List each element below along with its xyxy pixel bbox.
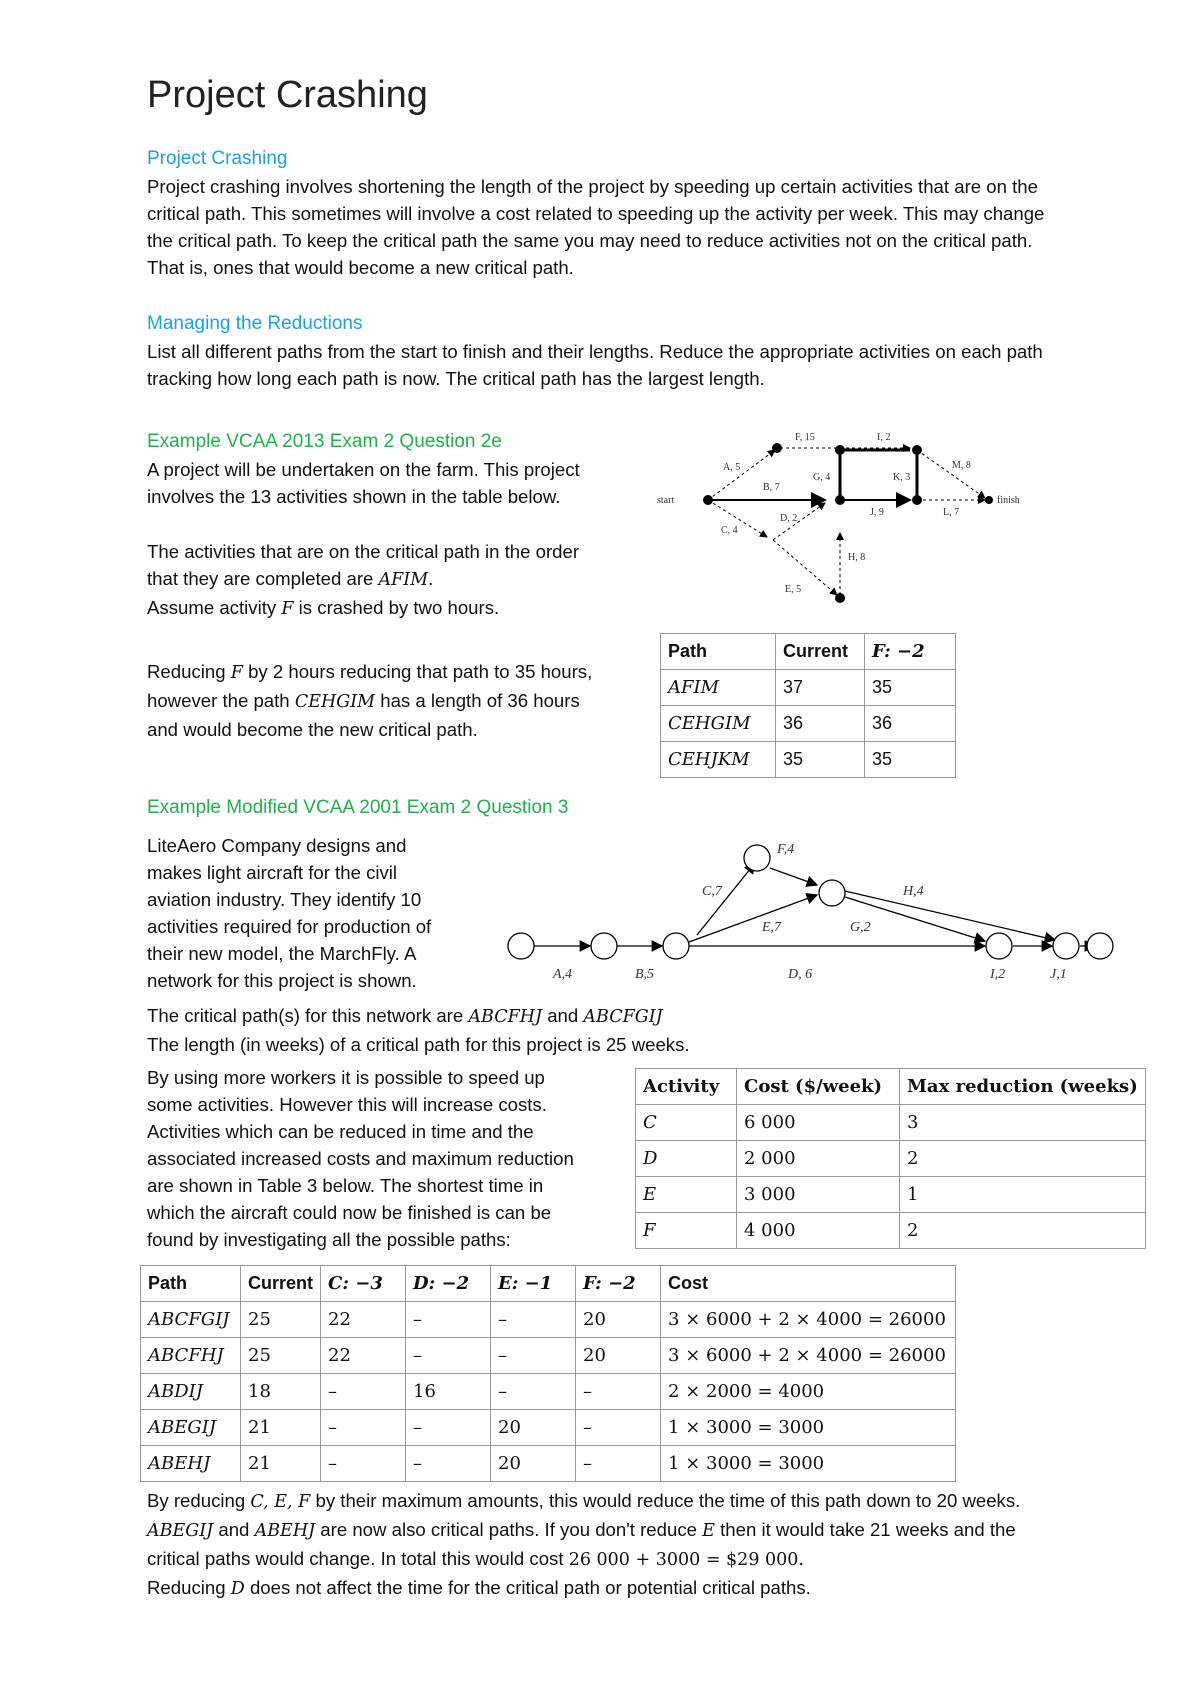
text-line: which the aircraft could now be finished is can be: [147, 1202, 552, 1223]
table-cell: 3 × 6000 + 2 × 4000 = 26000: [661, 1338, 956, 1374]
example2-path-table: [140, 1265, 956, 1482]
table-header-cell: Max reduction (weeks): [900, 1069, 1146, 1105]
example2-heading: Example Modified VCAA 2001 Exam 2 Question 3: [147, 797, 569, 818]
table-cell: ABCFGIJ: [141, 1302, 241, 1338]
table-cell: 4 000: [737, 1213, 900, 1249]
text-line: tracking how long each path is now. The critical path has the largest length.: [147, 368, 765, 389]
table-cell: ABEGIJ: [141, 1410, 241, 1446]
table-cell: 6 000: [737, 1105, 900, 1141]
table-cell: 25: [241, 1338, 321, 1374]
table-cell: –: [321, 1374, 406, 1410]
table-cell: 1 × 3000 = 3000: [661, 1446, 956, 1482]
table-header-row: [661, 634, 956, 670]
section-heading-project-crashing: Project Crashing: [147, 148, 288, 169]
table-cell: 21: [241, 1446, 321, 1482]
example2-network-diagram: [505, 835, 1115, 985]
edge-label: C, 4: [721, 525, 738, 536]
text-line: their new model, the MarchFly. A: [147, 943, 417, 964]
table-row: [636, 1213, 1146, 1249]
table-cell: 2: [900, 1141, 1146, 1177]
edge-label: B, 7: [763, 482, 780, 493]
edge-e: [689, 895, 817, 942]
edge-label: H, 8: [848, 552, 866, 563]
table-cell: AFIM: [661, 670, 776, 706]
table-cell: –: [491, 1338, 576, 1374]
text-line: Project crashing involves shortening the length of the project by speeding up certain activities that are on the: [147, 176, 1038, 197]
text-line: List all different paths from the start to finish and their lengths. Reduce the appropriate activities on each path: [147, 341, 1043, 362]
table-cell: –: [321, 1446, 406, 1482]
example1-reduction-text: [147, 658, 647, 743]
edge-label: K, 3: [893, 472, 911, 483]
node: [1087, 933, 1113, 959]
node: [772, 443, 782, 453]
text-line: are shown in Table 3 below. The shortest time in: [147, 1175, 544, 1196]
text-line: Reducing F by 2 hours reducing that path to 35 hours,: [147, 661, 593, 683]
table-cell: –: [576, 1374, 661, 1410]
text-line: The length (in weeks) of a critical path for this project is 25 weeks.: [147, 1034, 690, 1055]
table-cell: –: [576, 1410, 661, 1446]
text-line: network for this project is shown.: [147, 970, 417, 991]
table-cell: 3 × 6000 + 2 × 4000 = 26000: [661, 1302, 956, 1338]
table-row: [636, 1141, 1146, 1177]
example1-path-table: [660, 633, 956, 778]
table-row: [141, 1302, 956, 1338]
example2-intro: [147, 832, 487, 994]
edge-label: E,7: [762, 920, 782, 935]
table-header-cell: Activity: [636, 1069, 737, 1105]
edge-label: A, 5: [723, 462, 741, 473]
text-line: The activities that are on the critical path in the order: [147, 541, 580, 562]
table-cell: C: [636, 1105, 737, 1141]
text-line: That is, ones that would become a new critical path.: [147, 257, 574, 278]
table-header-cell: E: −1: [491, 1266, 576, 1302]
node: [663, 933, 689, 959]
table-cell: –: [406, 1302, 491, 1338]
edge-label: G, 4: [813, 472, 831, 483]
table-cell: 16: [406, 1374, 491, 1410]
edge-label: I, 2: [877, 432, 891, 443]
text-line: Assume activity F is crashed by two hours.: [147, 597, 500, 619]
edge-label: D, 2: [780, 513, 798, 524]
table-cell: 2: [900, 1213, 1146, 1249]
table-cell: 18: [241, 1374, 321, 1410]
node: [912, 495, 922, 505]
section1-paragraph: [147, 173, 1147, 281]
edge-m: [917, 450, 985, 498]
edge-f: [770, 868, 817, 885]
table-row: [661, 670, 956, 706]
table-cell: –: [491, 1374, 576, 1410]
text-line: found by investigating all the possible paths:: [147, 1229, 511, 1250]
example2-critical-path-text: [147, 1002, 1147, 1058]
table-cell: –: [406, 1446, 491, 1482]
start-label: start: [657, 495, 675, 506]
table-cell: 36: [865, 706, 956, 742]
table-cell: 36: [776, 706, 865, 742]
table-cell: 20: [576, 1302, 661, 1338]
table-cell: 20: [491, 1410, 576, 1446]
edge-label: C,7: [702, 884, 722, 899]
table-cell: 1 × 3000 = 3000: [661, 1410, 956, 1446]
text-line: By using more workers it is possible to speed up: [147, 1067, 545, 1088]
node: [835, 495, 845, 505]
edge-label: L, 7: [943, 507, 960, 518]
table-header-cell: Path: [661, 634, 776, 670]
table-header-cell: Cost: [661, 1266, 956, 1302]
node: [985, 496, 993, 504]
text-line: critical path. This sometimes will involve a cost related to speeding up the activity per week. This may change: [147, 203, 1045, 224]
edge-c: [697, 863, 755, 935]
table-cell: CEHJKM: [661, 742, 776, 778]
table-cell: 20: [576, 1338, 661, 1374]
node: [986, 933, 1012, 959]
edge-label: F, 15: [795, 432, 815, 443]
table-cell: 21: [241, 1410, 321, 1446]
table-header-row: [636, 1069, 1146, 1105]
text-line: Reducing D does not affect the time for the critical path or potential critical paths.: [147, 1577, 811, 1599]
table-row: [636, 1105, 1146, 1141]
edge-e: [773, 540, 837, 595]
table-cell: CEHGIM: [661, 706, 776, 742]
text-line: the critical path. To keep the critical path the same you may need to reduce activities not on the critical path.: [147, 230, 1033, 251]
table-header-cell: D: −2: [406, 1266, 491, 1302]
table-row: [661, 706, 956, 742]
table-cell: 2 × 2000 = 4000: [661, 1374, 956, 1410]
table-header-cell: Current: [241, 1266, 321, 1302]
edge-label: H,4: [903, 884, 924, 899]
text-line: By reducing C, E, F by their maximum amounts, this would reduce the time of this path down to 20 weeks.: [147, 1490, 1021, 1512]
edge-label: I,2: [990, 967, 1006, 982]
table-cell: –: [406, 1410, 491, 1446]
text-line: that they are completed are AFIM.: [147, 568, 434, 590]
edge-label: J, 9: [870, 507, 884, 518]
text-line: aviation industry. They identify 10: [147, 889, 422, 910]
text-line: some activities. However this will increase costs.: [147, 1094, 547, 1115]
table-cell: E: [636, 1177, 737, 1213]
table-cell: 37: [776, 670, 865, 706]
table-cell: 22: [321, 1338, 406, 1374]
node: [1053, 933, 1079, 959]
text-line: however the path CEHGIM has a length of 36 hours: [147, 690, 580, 712]
table-cell: –: [491, 1302, 576, 1338]
table-cell: 22: [321, 1302, 406, 1338]
edge-label: M, 8: [952, 460, 971, 471]
table-cell: 35: [865, 670, 956, 706]
node: [835, 593, 845, 603]
table-cell: –: [406, 1338, 491, 1374]
example2-conclusion: [147, 1487, 1157, 1603]
node: [835, 445, 845, 455]
table-row: [636, 1177, 1146, 1213]
node: [591, 933, 617, 959]
table-row: [141, 1374, 956, 1410]
node: [819, 880, 845, 906]
text-line: A project will be undertaken on the farm. This project: [147, 459, 580, 480]
text-line: associated increased costs and maximum reduction: [147, 1148, 574, 1169]
section2-paragraph: [147, 338, 1157, 392]
text-line: critical paths would change. In total this would cost 26 000 + 3000 = $29 000.: [147, 1548, 804, 1570]
text-line: ABEGIJ and ABEHJ are now also critical paths. If you don't reduce E then it would take 21 weeks and the: [147, 1519, 1016, 1541]
page-title: Project Crashing: [147, 74, 428, 116]
example2-workers-text: [147, 1064, 627, 1253]
table-cell: 3 000: [737, 1177, 900, 1213]
table-cell: ABEHJ: [141, 1446, 241, 1482]
table-cell: F: [636, 1213, 737, 1249]
table-cell: –: [576, 1446, 661, 1482]
example1-heading: Example VCAA 2013 Exam 2 Question 2e: [147, 431, 502, 452]
table-header-cell: F: −2: [576, 1266, 661, 1302]
text-line: makes light aircraft for the civil: [147, 862, 398, 883]
edge-label: E, 5: [785, 584, 802, 595]
table-cell: 1: [900, 1177, 1146, 1213]
text-line: LiteAero Company designs and: [147, 835, 407, 856]
example2-cost-table: [635, 1068, 1146, 1249]
edge-label: G,2: [850, 920, 871, 935]
finish-label: finish: [997, 495, 1020, 506]
table-header-cell: Current: [776, 634, 865, 670]
edge-label: A,4: [553, 967, 573, 982]
table-row: [141, 1446, 956, 1482]
table-cell: 35: [865, 742, 956, 778]
table-cell: 3: [900, 1105, 1146, 1141]
table-header-cell: Cost ($/week): [737, 1069, 900, 1105]
table-cell: 20: [491, 1446, 576, 1482]
table-row: [141, 1410, 956, 1446]
table-cell: –: [321, 1410, 406, 1446]
edge-h: [845, 891, 1055, 940]
edge-label: F,4: [777, 842, 795, 857]
text-line: Activities which can be reduced in time and the: [147, 1121, 534, 1142]
table-cell: ABDIJ: [141, 1374, 241, 1410]
example1-intro: [147, 456, 647, 510]
table-cell: 35: [776, 742, 865, 778]
example1-network-diagram: [655, 425, 1055, 610]
table-cell: 25: [241, 1302, 321, 1338]
text-line: involves the 13 activities shown in the table below.: [147, 486, 561, 507]
text-line: activities required for production of: [147, 916, 432, 937]
node: [744, 845, 770, 871]
text-line: and would become the new critical path.: [147, 719, 478, 740]
section-heading-managing-reductions: Managing the Reductions: [147, 313, 363, 334]
edge-label: D, 6: [788, 967, 813, 982]
table-header-cell: F: −2: [865, 634, 956, 670]
edge-label: B,5: [635, 967, 655, 982]
table-header-row: [141, 1266, 956, 1302]
table-cell: ABCFHJ: [141, 1338, 241, 1374]
table-header-cell: Path: [141, 1266, 241, 1302]
table-row: [661, 742, 956, 778]
table-row: [141, 1338, 956, 1374]
edge-label: J,1: [1050, 967, 1067, 982]
node: [508, 933, 534, 959]
table-cell: D: [636, 1141, 737, 1177]
text-line: The critical path(s) for this network are ABCFHJ and ABCFGIJ: [147, 1005, 663, 1027]
node: [703, 495, 713, 505]
table-header-cell: C: −3: [321, 1266, 406, 1302]
node: [912, 445, 922, 455]
example1-critical-path-text: [147, 538, 647, 623]
table-cell: 2 000: [737, 1141, 900, 1177]
